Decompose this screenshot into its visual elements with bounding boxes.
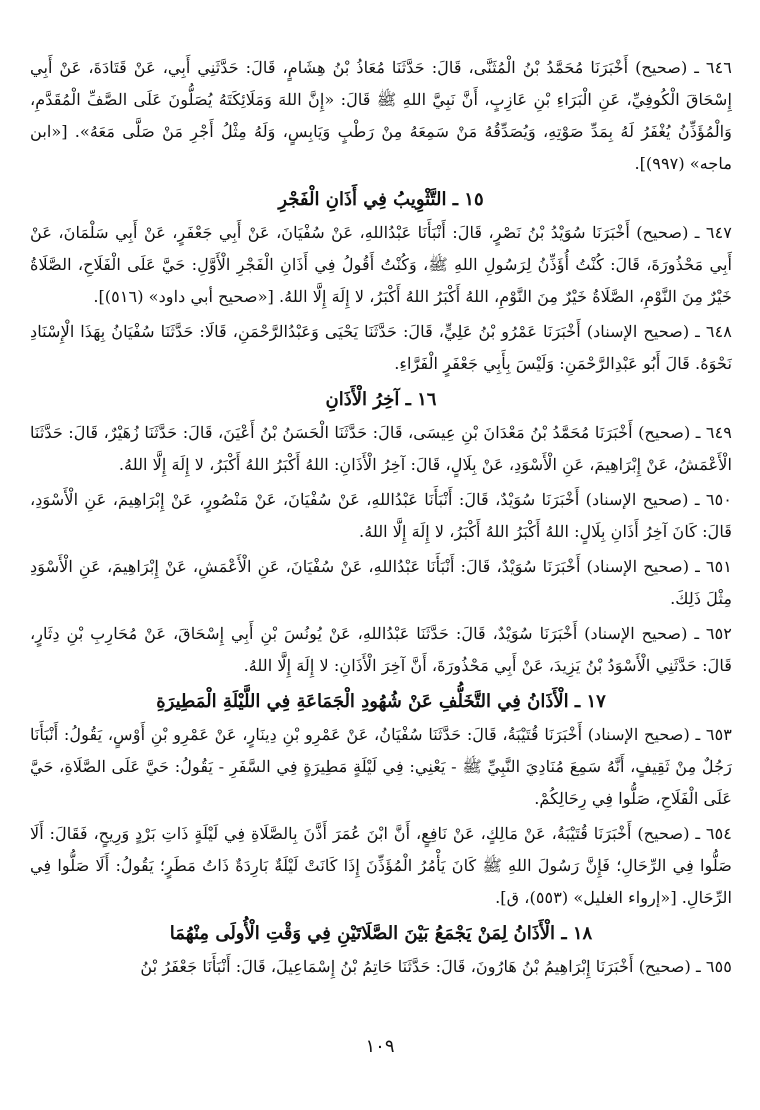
hadith-653: ٦٥٣ ـ (صحيح الإسناد) أَخْبَرَنَا قُتَيْبَةُ، قَالَ: حَدَّثَنَا سُفْيَانُ، عَنْ عَمْرِو بْنِ دِينَارٍ، عَنْ عَمْرِو بْنِ أَوْسٍ، يَقُولُ: أَنْبَأَنَا رَجُلٌ مِنْ ثَقِيفٍ، أَنَّهُ سَمِعَ مُنَادِيَ النَّبِيِّ ﷺ - يَعْنِي: فِي لَيْلَةٍ مَطِيرَةٍ فِي السَّفَرِ - يَقُولُ: حَيَّ عَلَى الصَّلَاةِ، حَيَّ عَلَى الْفَلَاحِ، صَلُّوا فِي رِحَالِكُمْ.: [30, 725, 732, 808]
hadith-652: ٦٥٢ ـ (صحيح الإسناد) أَخْبَرَنَا سُوَيْدٌ، قَالَ: حَدَّثَنَا عَبْدُاللهِ، عَنْ يُونُسَ بْنِ أَبِي إِسْحَاقَ، عَنْ مُحَارِبِ بْنِ دِثَارٍ، قَالَ: حَدَّثَنِي الْأَسْوَدُ بْنُ يَزِيدَ، عَنْ أَبِي مَحْذُورَةَ، أَنَّ آخِرَ الْأَذَانِ: لا إِلَهَ إِلَّا اللهُ.: [30, 624, 732, 675]
chapter-heading-17: ١٧ ـ الْأَذَانُ فِي التَّخَلُّفِ عَنْ شُهُودِ الْجَمَاعَةِ فِي اللَّيْلَةِ الْمَطِيرَةِ: [156, 691, 606, 712]
page-number: ١٠٩: [365, 1036, 395, 1057]
hadith-646: ٦٤٦ ـ (صحيح) أَخْبَرَنَا مُحَمَّدُ بْنُ الْمُثَنَّى، قَالَ: حَدَّثَنَا مُعَاذُ بْنُ هِشَامٍ، قَالَ: حَدَّثَنِي أَبِي، عَنْ قَتَادَةَ، عَنْ أَبِي إِسْحَاقَ الْكُوفِيِّ، عَنِ الْبَرَاءِ بْنِ عَازِبٍ، أَنَّ نَبِيَّ اللهِ ﷺ قَالَ: «إِنَّ اللهَ وَمَلَائِكَتَهُ يُصَلُّونَ عَلَى الصَّفِّ الْمُقَدَّمِ، وَالْمُؤَذِّنُ يُغْفَرُ لَهُ بِمَدِّ صَوْتِهِ، وَيُصَدِّقُهُ مَنْ سَمِعَهُ مِنْ رَطْبٍ وَيَابِسٍ، وَلَهُ مِثْلُ أَجْرِ مَنْ صَلَّى مَعَهُ». [«ابن ماجه» (٩٩٧)].: [30, 58, 732, 173]
hadith-655: ٦٥٥ ـ (صحيح) أَخْبَرَنَا إِبْرَاهِيمُ بْنُ هَارُونَ، قَالَ: حَدَّثَنَا حَاتِمُ بْنُ إِسْمَاعِيلَ، قَالَ: أَنْبَأَنَا جَعْفَرُ بْنُ: [140, 957, 732, 976]
hadith-654: ٦٥٤ ـ (صحيح) أَخْبَرَنَا قُتَيْبَةُ، عَنْ مَالِكٍ، عَنْ نَافِعٍ، أَنَّ ابْنَ عُمَرَ أَذَّنَ بِالصَّلَاةِ فِي لَيْلَةٍ ذَاتِ بَرْدٍ وَرِيحٍ، فَقَالَ: أَلَا صَلُّوا فِي الرِّحَالِ؛ فَإِنَّ رَسُولَ اللهِ ﷺ كَانَ يَأْمُرُ الْمُؤَذِّنَ إِذَا كَانَتْ لَيْلَةٌ بَارِدَةٌ ذَاتُ مَطَرٍ؛ يَقُولُ: أَلَا صَلُّوا فِي الرِّحَالِ. [«إرواء الغليل» (٥٥٣)، ق].: [30, 824, 732, 907]
page-body: [30, 52, 732, 986]
chapter-heading-16: ١٦ ـ آخِرُ الْأَذَانِ: [325, 389, 437, 410]
hadith-647: ٦٤٧ ـ (صحيح) أَخْبَرَنَا سُوَيْدُ بْنُ نَصْرٍ، قَالَ: أَنْبَأَنَا عَبْدُاللهِ، عَنْ سُفْيَانَ، عَنْ أَبِي جَعْفَرٍ، عَنْ أَبِي سَلْمَانَ، عَنْ أَبِي مَحْذُورَةَ، قَالَ: كُنْتُ أُؤَذِّنُ لِرَسُولِ اللهِ ﷺ، وَكُنْتُ أَقُولُ فِي أَذَانِ الْفَجْرِ الْأَوَّلِ: حَيَّ عَلَى الْفَلَاحِ، الصَّلَاةُ خَيْرٌ مِنَ النَّوْمِ، الصَّلَاةُ خَيْرٌ مِنَ النَّوْمِ، اللهُ أَكْبَرُ اللهُ أَكْبَرُ، لا إِلَهَ إِلَّا اللهُ. [«صحيح أبي داود» (٥١٦)].: [30, 223, 732, 306]
hadith-650: ٦٥٠ ـ (صحيح الإسناد) أَخْبَرَنَا سُوَيْدٌ، قَالَ: أَنْبَأَنَا عَبْدُاللهِ، عَنْ سُفْيَانَ، عَنْ مَنْصُورٍ، عَنْ إِبْرَاهِيمَ، عَنِ الْأَسْوَدِ، قَالَ: كَانَ آخِرُ أَذَانِ بِلَالٍ: اللهُ أَكْبَرُ اللهُ أَكْبَرُ، لا إِلَهَ إِلَّا اللهُ.: [30, 490, 732, 541]
chapter-heading-18: ١٨ ـ الْأَذَانُ لِمَنْ يَجْمَعُ بَيْنَ الصَّلَاتَيْنِ فِي وَقْتِ الْأُولَى مِنْهُمَا: [169, 923, 593, 944]
hadith-649: ٦٤٩ ـ (صحيح) أَخْبَرَنَا مُحَمَّدُ بْنُ مَعْدَانَ بْنِ عِيسَى، قَالَ: حَدَّثَنَا الْحَسَنُ بْنُ أَعْيَنَ، قَالَ: حَدَّثَنَا زُهَيْرٌ، قَالَ: حَدَّثَنَا الْأَعْمَشُ، عَنْ إِبْرَاهِيمَ، عَنِ الْأَسْوَدِ، عَنْ بِلَالٍ، قَالَ: آخِرُ الْأَذَانِ: اللهُ أَكْبَرُ اللهُ أَكْبَرُ، لا إِلَهَ إِلَّا اللهُ.: [30, 423, 732, 474]
hadith-648: ٦٤٨ ـ (صحيح الإسناد) أَخْبَرَنَا عَمْرُو بْنُ عَلِيٍّ، قَالَ: حَدَّثَنَا يَحْيَى وَعَبْدُالرَّحْمَنِ، قَالَا: حَدَّثَنَا سُفْيَانُ بِهَذَا الْإِسْنَادِ نَحْوَهُ. قَالَ أَبُو عَبْدِالرَّحْمَنِ: وَلَيْسَ بِأَبِي جَعْفَرٍ الْفَرَّاءِ.: [30, 322, 732, 373]
chapter-heading-15: ١٥ ـ التَّثْوِيبُ فِي أَذَانِ الْفَجْرِ: [278, 189, 484, 210]
hadith-651: ٦٥١ ـ (صحيح الإسناد) أَخْبَرَنَا سُوَيْدٌ، قَالَ: أَنْبَأَنَا عَبْدُاللهِ، عَنْ سُفْيَانَ، عَنِ الْأَعْمَشِ، عَنْ إِبْرَاهِيمَ، عَنِ الْأَسْوَدِ مِثْلَ ذَلِكَ.: [30, 557, 732, 608]
